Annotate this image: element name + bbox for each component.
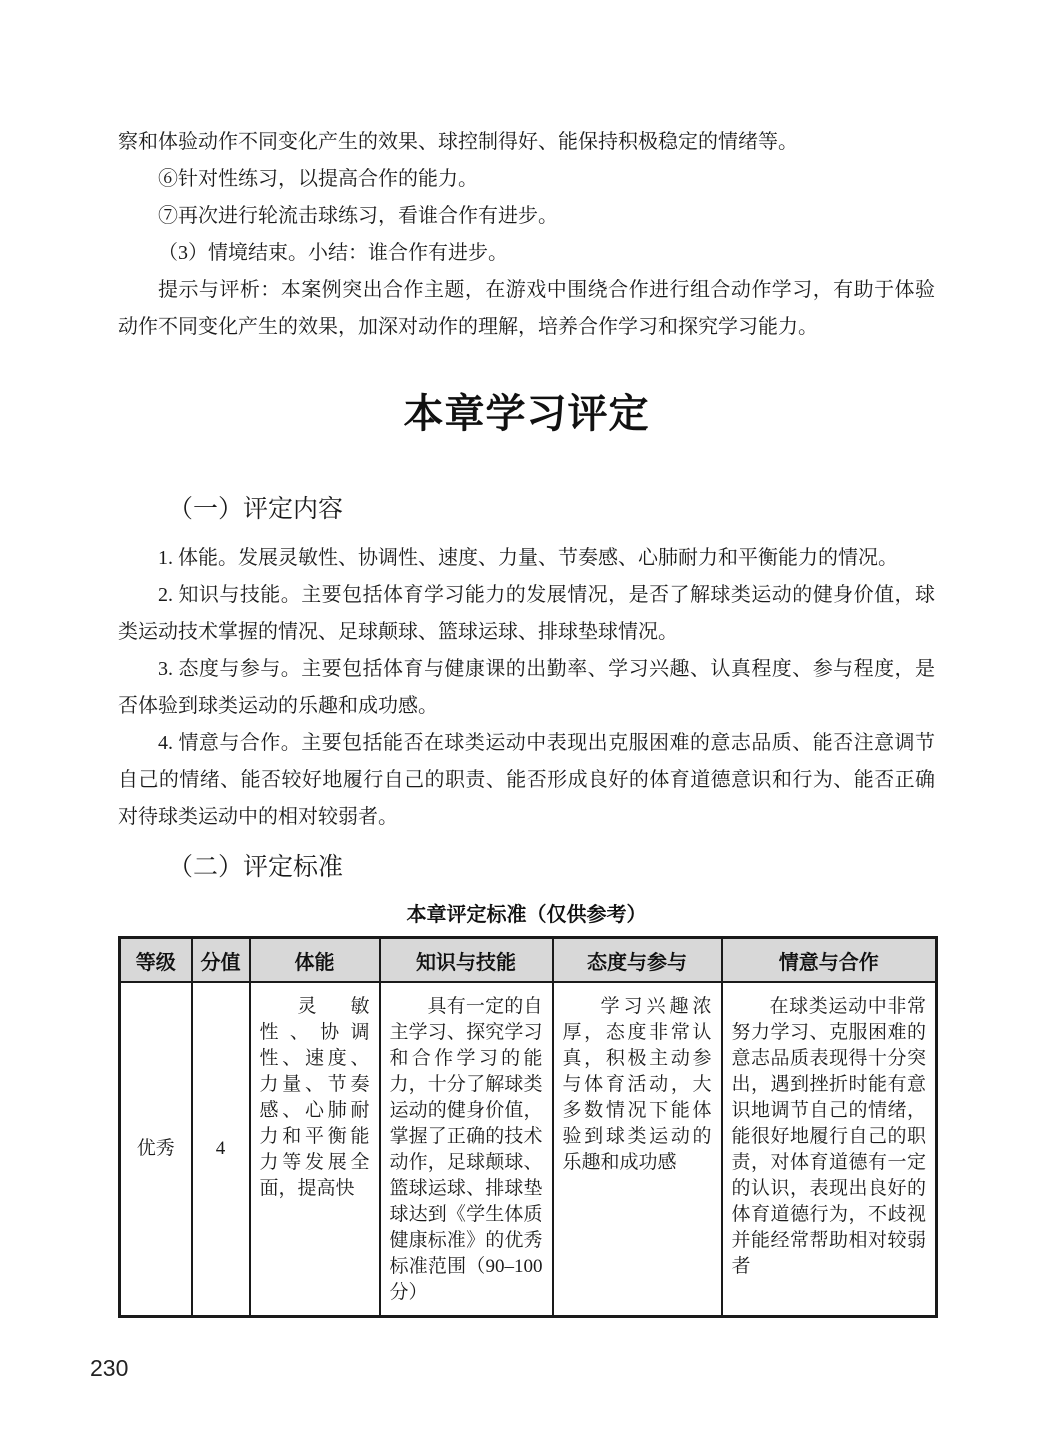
cell-emotion-cooperation: 在球类运动中非常努力学习、克服困难的意志品质表现得十分突出，遇到挫折时能有意识地调节自己的情绪，能很好地履行自己的职责，对体育道德有一定的认识，表现出良好的体育道德行为，不歧视并能经常帮助相对较弱者 [722, 982, 937, 1317]
item-attitude-participation: 3. 态度与参与。主要包括体育与健康课的出勤率、学习兴趣、认真程度、参与程度，是否体验到球类运动的乐趣和成功感。 [118, 658, 935, 717]
header-attitude-participation: 态度与参与 [553, 938, 722, 983]
header-score: 分值 [192, 938, 250, 983]
header-grade: 等级 [120, 938, 192, 983]
page-content [118, 0, 935, 1318]
table-header-row [120, 938, 937, 983]
section-2-heading: （二）评定标准 [168, 854, 344, 881]
page-number: 230 [90, 1355, 129, 1381]
section-1-items [118, 540, 935, 836]
table-row-excellent [120, 982, 937, 1317]
cell-knowledge-skill: 具有一定的自主学习、探究学习和合作学习的能力，十分了解球类运动的健身价值，掌握了正确的技术动作，足球颠球、篮球运球、排球垫球达到《学生体质健康标准》的优秀标准范围（90–100分） [380, 982, 553, 1317]
cell-score: 4 [192, 982, 250, 1317]
section-1-heading: （一）评定内容 [168, 496, 344, 523]
table-caption: 本章评定标准（仅供参考） [406, 904, 647, 926]
header-emotion-cooperation: 情意与合作 [722, 938, 937, 983]
item-knowledge-skill: 2. 知识与技能。主要包括体育学习能力的发展情况，是否了解球类运动的健身价值，球类运动技术掌握的情况、足球颠球、篮球运球、排球垫球情况。 [118, 584, 935, 643]
header-knowledge-skill: 知识与技能 [380, 938, 553, 983]
evaluation-table [118, 936, 938, 1318]
chapter-title: 本章学习评定 [403, 392, 650, 436]
cell-physical: 灵敏性、协调性、速度、力量、节奏感、心肺耐力和平衡能力等发展全面，提高快 [250, 982, 380, 1317]
item-emotion-cooperation: 4. 情意与合作。主要包括能否在球类运动中表现出克服困难的意志品质、能否注意调节自己的情绪、能否较好地履行自己的职责、能否形成良好的体育道德意识和行为、能否正确对待球类运动中的相对较弱者。 [118, 732, 935, 828]
paragraph-continuation: 察和体验动作不同变化产生的效果、球控制得好、能保持积极稳定的情绪等。 [118, 131, 798, 153]
header-physical: 体能 [250, 938, 380, 983]
paragraph-scenario-end: （3）情境结束。小结：谁合作有进步。 [158, 242, 508, 264]
paragraph-review-note: 提示与评析：本案例突出合作主题，在游戏中围绕合作进行组合动作学习，有助于体验动作不同变化产生的效果，加深对动作的理解，培养合作学习和探究学习能力。 [118, 279, 935, 338]
cell-attitude-participation: 学习兴趣浓厚，态度非常认真，积极主动参与体育活动，大多数情况下能体验到球类运动的乐趣和成功感 [553, 982, 722, 1317]
paragraph-step-6: ⑥针对性练习，以提高合作的能力。 [158, 168, 478, 190]
paragraph-step-7: ⑦再次进行轮流击球练习，看谁合作有进步。 [158, 205, 558, 227]
item-physical: 1. 体能。发展灵敏性、协调性、速度、力量、节奏感、心肺耐力和平衡能力的情况。 [158, 547, 898, 569]
cell-grade: 优秀 [120, 982, 192, 1317]
